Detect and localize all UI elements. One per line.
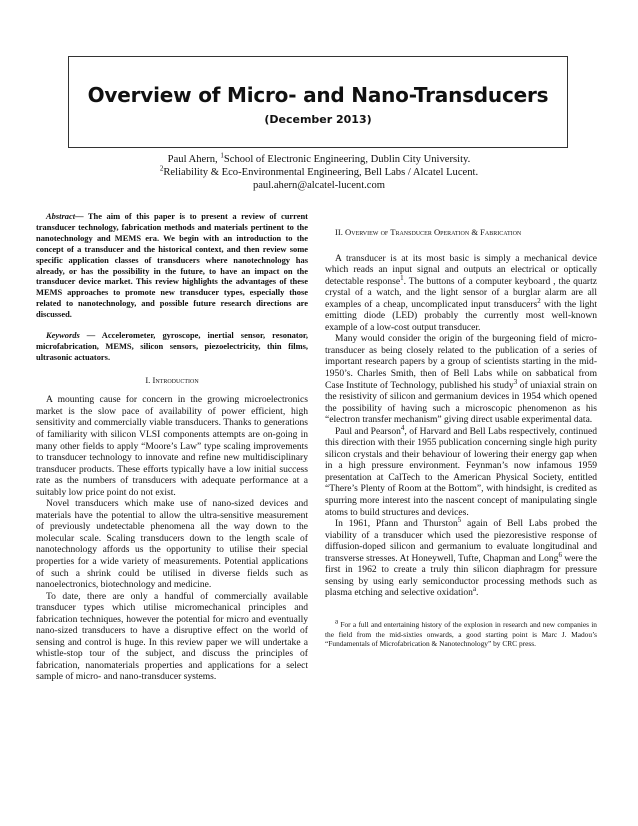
text-run: A transducer is at its most basic is simply a mechanical device which reads an input signal and outputs an electrical or optically detectable response [325, 252, 597, 287]
section-2-heading [325, 227, 597, 239]
right-column [325, 211, 597, 649]
section-title: Overview of Transducer Operation & Fabrication [345, 227, 522, 237]
paragraph [325, 253, 597, 334]
text-run: with the light emitting diode (LED) probably the currently most well-known example of a low-cost output transducer. [325, 298, 597, 333]
reference-marker: 5 [457, 515, 462, 524]
footnote-marker: a [335, 617, 339, 626]
author-name: Paul Ahern, [167, 154, 221, 165]
reference-marker: 2 [537, 296, 541, 305]
paragraph: Novel transducers which make use of nano-sized devices and materials have the potential to allow the ultra-sensitive measurement of previously undetectable phenomena all the way down to the molecular scale. Scaling transducers down to the length scale of nanotechnology affords us the opportunity to utilise their special properties for a wide variety of measurements. Potential applications of such a shrink could be utilised in diverse fields such as nanoelectronics, biotechnology and medicine. [36, 498, 308, 591]
keywords [36, 330, 308, 363]
paragraph: To date, there are only a handful of commercially available transducer types which utilise micromechanical principles and fabrication techniques, however the potential for micro and eventually nano-sized transducers to have a disruptive effect on the world of sensing and control is huge. In this review paper we will undertake a whistle-stop tour of the subject, and discuss the principles of fabrication, nanomaterials properties and applications for a select sample of micro- and nano-transducer systems. [36, 590, 308, 683]
text-run: . [476, 587, 479, 599]
text-run: Paul and Pearson [335, 425, 401, 437]
section-number: I. [145, 374, 153, 385]
text-run: , of Harvard and Bell Labs respectively, continued this direction with their 1955 publication concerning single high purity silicon crystals and their behaviour of lowering their energy gap when in a high pressure environment. Feynman’s now infamous 1959 presentation at CalTech to the American Physical Society, entitled “There’s Plenty of Room at the Bottom”, with hindsight, is credited as spurring more interest into the nascent concept of manipulating single atoms to build structures and devices. [325, 425, 597, 518]
section-1-heading [36, 375, 308, 387]
keywords-text: — Accelerometer, gyroscope, inertial sensor, resonator, microfabrication, MEMS, silicon sensors, piezoelectricity, thin films, ultrasonic actuators. [36, 330, 308, 362]
paragraph [325, 515, 597, 599]
abstract [36, 211, 308, 320]
author-line-2 [0, 166, 638, 179]
text-run: again of Bell Labs probed the viability of a transducer which used the piezoresistive response of diffusion-doped silicon and germanium to evaluate longitudinal and transverse stresses. At Honeywell, Tufte, Chapman and Long [325, 518, 597, 564]
reference-marker: 1 [400, 273, 404, 282]
abstract-label: Abstract [46, 211, 76, 221]
section-number: II. [335, 227, 346, 237]
paragraph [325, 423, 597, 518]
footnote [325, 617, 597, 649]
left-column [36, 211, 308, 683]
paper-date: (December 2013) [264, 113, 372, 126]
author-email: paul.ahern@alcatel-lucent.com [252, 180, 386, 191]
text-run: of uniaxial strain on the resistivity of silicon and germanium devices in 1954 which opened the possibility of having such a microscopic phenomenon as his “electron transfer mechanism” giving direct usable experimental data. [325, 379, 597, 426]
author-block [0, 153, 638, 192]
affiliation-marker: 2 [159, 164, 164, 173]
affiliation-2: Reliability & Eco-Environmental Engineering, Bell Labs / Alcatel Lucent. [163, 167, 479, 178]
text-run: were the first in 1962 to create a truly thin silicon diaphragm for pressure sensing by using early semiconductor processing methods such as plasma etching and selective oxidation [325, 552, 597, 599]
paragraph: A mounting cause for concern in the growing microelectronics market is the slow pace of availability of power efficient, high sensitivity and commercially viable transducers. Thanks to generations of familiarity with silicon VLSI components attempts are on-going in many other fields to apply “Moore’s Law” type scaling improvements to transducer technology to innovate and refine new multidisciplinary transducer products. These efforts typically have a low initial success rate as the numbers of transducers with adequate performance at a suitably low price point do not exist. [36, 394, 308, 498]
footnote-marker: a [472, 585, 477, 594]
author-line-1 [0, 153, 638, 166]
keywords-label: Keywords [46, 330, 80, 341]
affiliation-1: School of Electronic Engineering, Dublin City University. [223, 154, 471, 165]
reference-marker: 3 [513, 377, 518, 386]
text-run: . The buttons of a computer keyboard , the quartz crystal of a watch, and the light sensor of a burglar alarm are all examples of a cheap, uncomplicated input transducers [325, 275, 597, 310]
paragraph [325, 333, 597, 425]
text-run: In 1961, Pfann and Thurston [335, 518, 458, 530]
reference-marker: 6 [558, 550, 562, 559]
text-run: Many would consider the origin of the burgeoning field of micro-transducer as being closely related to the publication of a series of important research papers by a group of scientists starting in the mid-1950’s. Charles Smith, then of Bell Labs while on sabbatical from Case Institute of Technology, published his study [325, 333, 597, 391]
footnote-text: For a full and entertaining history of the explosion in research and new companies in the field from the mid-sixties onwards, a good starting point is Marc J. Madou’s “Fundamentals of Microfabrication & Nanotechnology” by CRC press. [325, 619, 597, 649]
affiliation-marker: 1 [220, 151, 224, 160]
abstract-text: — The aim of this paper is to present a review of current transducer technology, fabrication methods and materials pertinent to the nanotechnology and MEMS era. We begin with an introduction to the concept of a transducer and the historical context, and then review some specific application classes of transducers where nanotechnology has already, or has the possibility in the future, to have an impact on the transducer device market. This review highlights the advantages of these MEMS approaches to promote new transducer types, especially those related to nanotechnology, and possible future research directions are discussed. [36, 211, 308, 320]
reference-marker: 4 [400, 423, 405, 432]
title-box [68, 56, 568, 148]
section-title: Introduction [152, 374, 199, 385]
paper-title: Overview of Micro- and Nano-Transducers [87, 83, 549, 107]
